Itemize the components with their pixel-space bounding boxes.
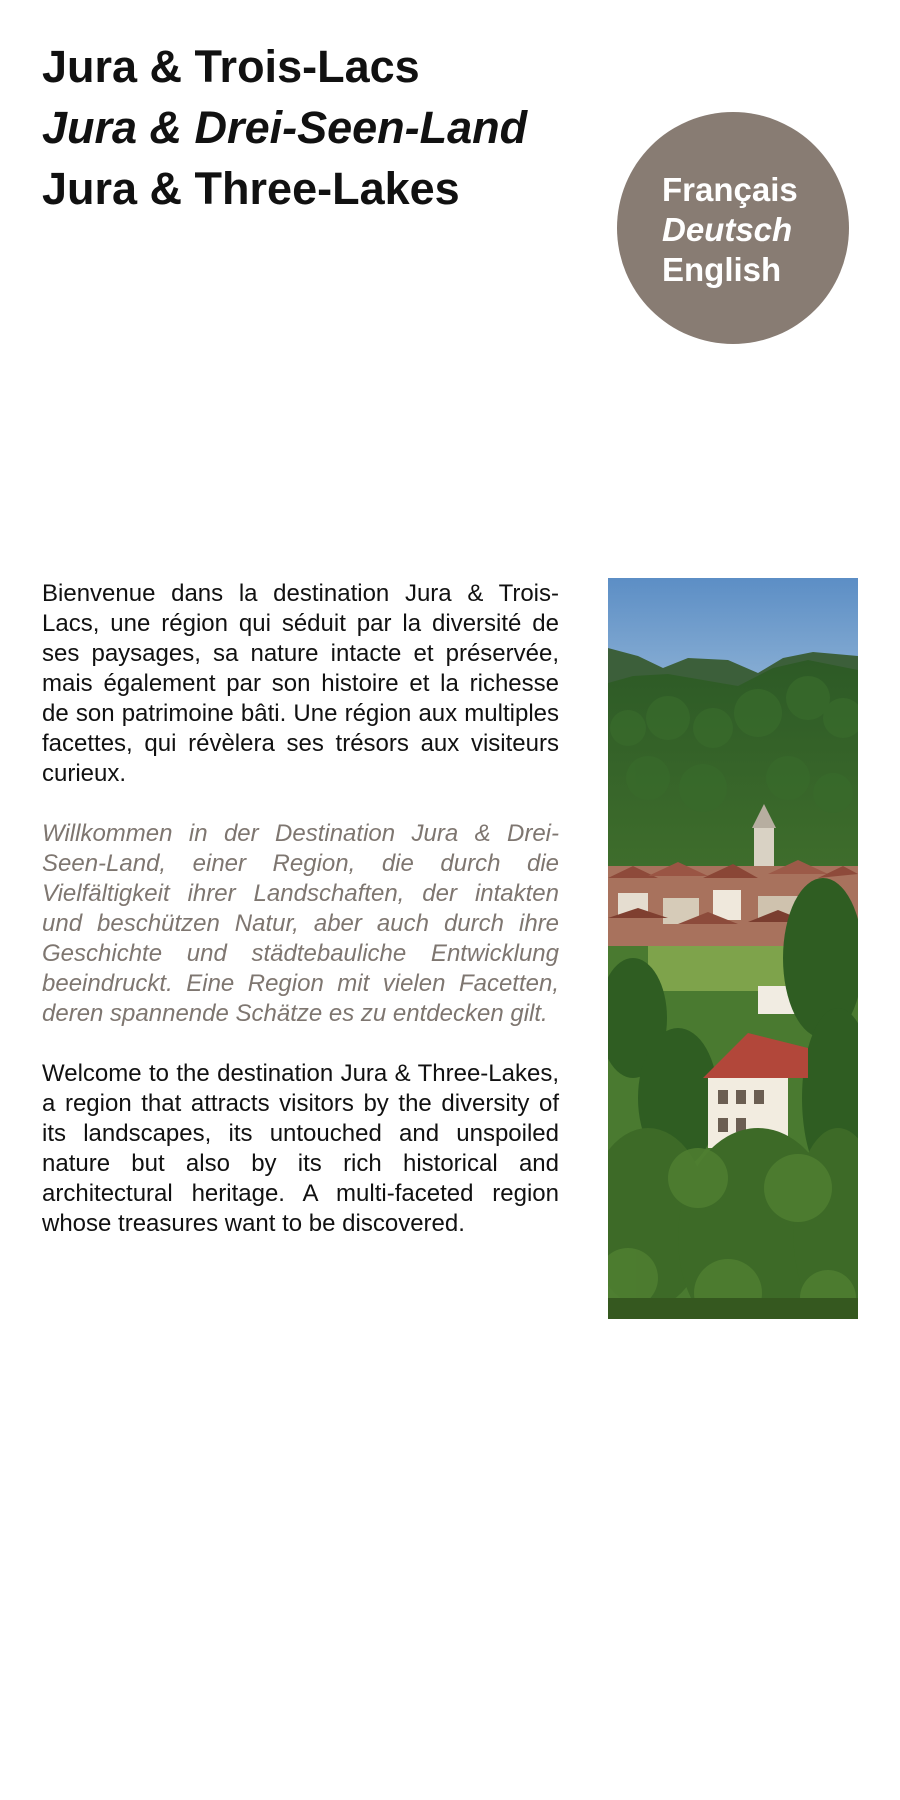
language-switcher xyxy=(617,112,849,344)
title-english: Jura & Three-Lakes xyxy=(42,163,460,214)
title-german: Jura & Drei-Seen-Land xyxy=(42,102,528,153)
lang-german-link[interactable]: Deutsch xyxy=(662,211,793,248)
paragraph-french: Bienvenue dans la destination Jura & Trois-Lacs, une région qui séduit par la diversité de ses paysages, sa nature intacte et préservée, mais également par son histoire et la richesse de son patrimoine bâti. Une région aux multiples facettes, qui révèlera ses trésors aux visiteurs curieux. xyxy=(42,580,559,787)
title-block xyxy=(42,36,602,219)
lang-english-link[interactable]: English xyxy=(662,251,782,288)
village-landscape-photo xyxy=(608,578,858,1319)
title-french: Jura & Trois-Lacs xyxy=(42,41,420,92)
paragraph-english: Welcome to the destination Jura & Three-Lakes, a region that attracts visitors by the diversity of its landscapes, its untouched and unspoiled nature but also by its rich historical and architectural heritage. A multi-faceted region whose treasures want to be discovered. xyxy=(42,1060,559,1237)
paragraph-german: Willkommen in der Destination Jura & Drei-Seen-Land, einer Region, die durch die Vielfältigkeit ihrer Landschaften, der intakten und beschützen Natur, aber auch durch ihre Geschichte und städtebauliche Entwicklung beeindruckt. Eine Region mit vielen Facetten, deren spannende Schätze es zu entdecken gilt. xyxy=(42,820,559,1027)
lang-french-link[interactable]: Français xyxy=(662,171,798,208)
intro-text xyxy=(42,579,559,1269)
